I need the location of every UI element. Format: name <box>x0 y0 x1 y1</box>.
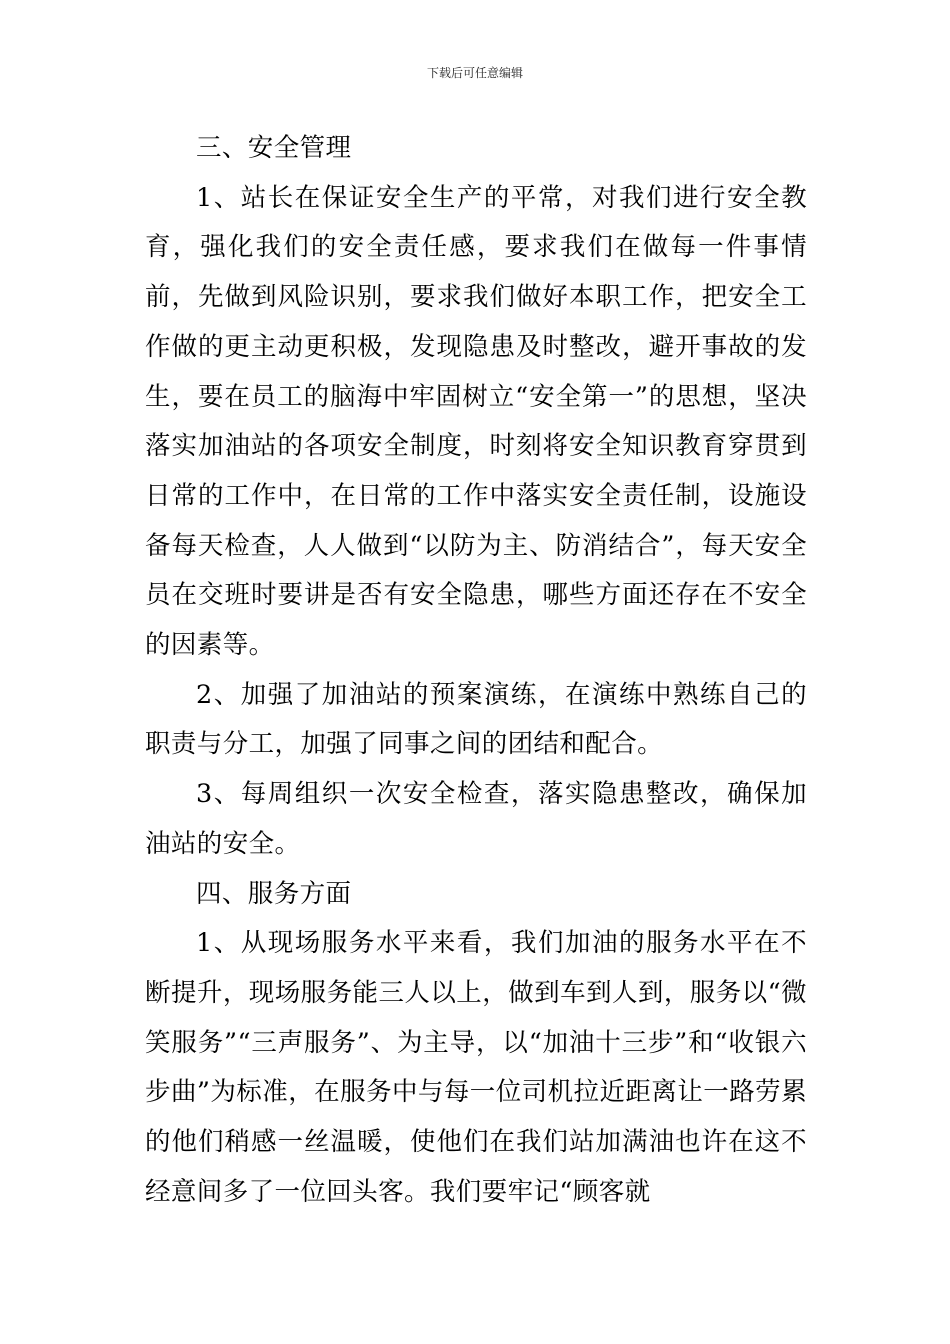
document-body <box>145 124 807 1217</box>
paragraph-service-1: 1、从现场服务水平来看，我们加油的服务水平在不断提升，现场服务能三人以上，做到车到人到，服务以“微笑服务”“三声服务”、为主导，以“加油十三步”和“收银六步曲”为标准，在服务中与每一位司机拉近距离让一路劳累的他们稍感一丝温暖，使他们在我们站加满油也许在这不经意间多了一位回头客。我们要牢记“顾客就 <box>145 928 807 1207</box>
section-heading-safety: 三、安全管理 <box>196 133 352 163</box>
paragraph-safety-2: 2、加强了加油站的预案演练，在演练中熟练自己的职责与分工，加强了同事之间的团结和配合。 <box>145 679 807 760</box>
paragraph-safety-1: 1、站长在保证安全生产的平常，对我们进行安全教育，强化我们的安全责任感，要求我们在做每一件事情前，先做到风险识别，要求我们做好本职工作，把安全工作做的更主动更积极，发现隐患及时整改，避开事故的发生，要在员工的脑海中牢固树立“安全第一”的思想，坚决落实加油站的各项安全制度，时刻将安全知识教育穿贯到日常的工作中，在日常的工作中落实安全责任制，设施设备每天检查，人人做到“以防为主、防消结合”，每天安全员在交班时要讲是否有安全隐患，哪些方面还存在不安全的因素等。 <box>145 182 807 661</box>
section-heading-service: 四、服务方面 <box>196 878 352 909</box>
page-header-note: 下载后可任意编辑 <box>426 66 523 80</box>
paragraph-safety-3: 3、每周组织一次安全检查，落实隐患整改，确保加油站的安全。 <box>145 779 807 859</box>
